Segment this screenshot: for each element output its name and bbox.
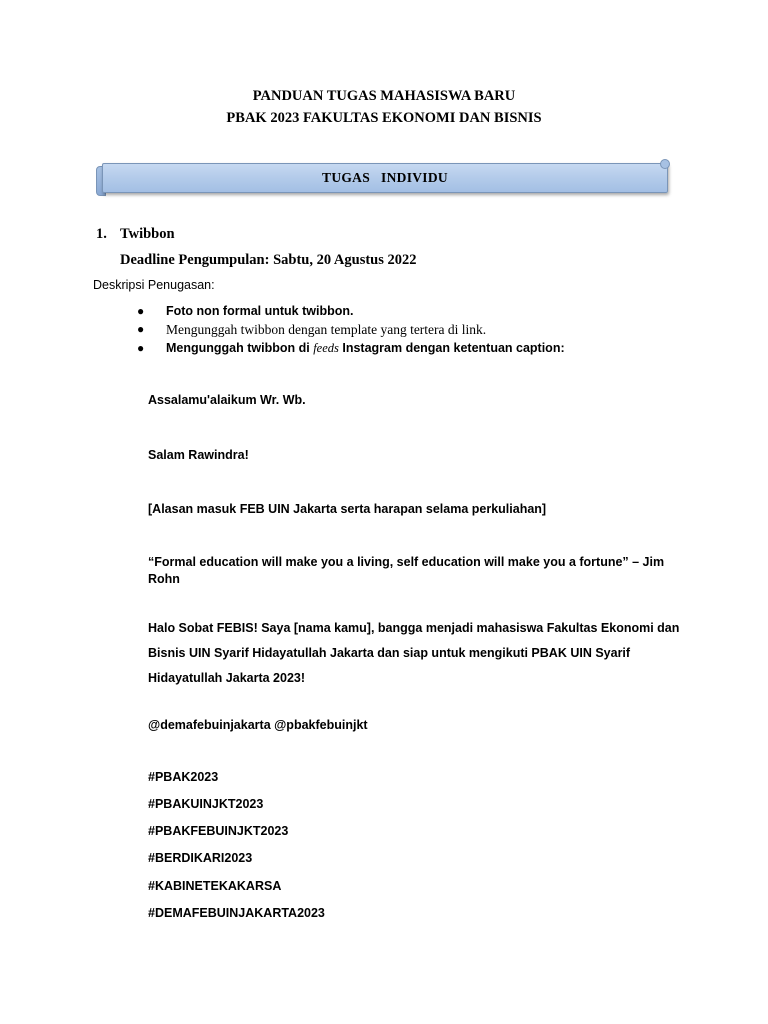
document-title-line-2: PBAK 2023 FAKULTAS EKONOMI DAN BISNIS (226, 110, 542, 126)
bullet-item: Mengunggah twibbon dengan template yang tertera di link. (166, 322, 487, 337)
caption-intro-line-1: Halo Sobat FEBIS! Saya [nama kamu], bangga menjadi mahasiswa Fakultas Ekonomi dan (148, 621, 680, 635)
hashtag: #PBAK2023 (148, 770, 219, 784)
bullet-dot-icon: ● (137, 322, 145, 336)
item-number: 1. (96, 226, 107, 242)
description-label: Deskripsi Penugasan: (93, 278, 215, 292)
document-title-line-1: PANDUAN TUGAS MAHASISWA BARU (252, 88, 516, 104)
bullet-item-italic: feeds (313, 341, 339, 355)
caption-intro-line-2: Bisnis UIN Syarif Hidayatullah Jakarta dan siap untuk mengikuti PBAK UIN Syarif (148, 646, 631, 660)
bullet-dot-icon: ● (137, 341, 145, 355)
bullet-item-text: Instagram dengan ketentuan caption: (338, 341, 565, 355)
section-banner: TUGAS INDIVIDU (102, 163, 668, 193)
caption-quote: “Formal education will make you a living, self education will make you a fortune” – Jim Rohn (148, 555, 665, 586)
banner-scroll-curl-right (660, 159, 670, 169)
bullet-item: Foto non formal untuk twibbon. (166, 304, 354, 318)
caption-salam: Salam Rawindra! (148, 448, 249, 462)
bullet-item-text: Mengunggah twibbon di (166, 341, 314, 355)
deadline-text: Deadline Pengumpulan: Sabtu, 20 Agustus 2022 (120, 252, 417, 268)
hashtag: #PBAKUINJKT2023 (148, 797, 264, 811)
caption-mentions: @demafebuinjakarta @pbakfebuinjkt (148, 718, 368, 732)
bullet-item (166, 341, 565, 356)
item-title: Twibbon (120, 226, 175, 242)
caption-intro-line-3: Hidayatullah Jakarta 2023! (148, 671, 306, 685)
hashtag: #KABINETEKAKARSA (148, 879, 282, 893)
hashtag: #PBAKFEBUINJKT2023 (148, 824, 289, 838)
hashtag: #DEMAFEBUINJAKARTA2023 (148, 906, 325, 920)
caption-greeting: Assalamu'alaikum Wr. Wb. (148, 393, 306, 407)
caption-reason: [Alasan masuk FEB UIN Jakarta serta harapan selama perkuliahan] (148, 502, 547, 516)
bullet-dot-icon: ● (137, 304, 145, 318)
hashtag: #BERDIKARI2023 (148, 851, 253, 865)
